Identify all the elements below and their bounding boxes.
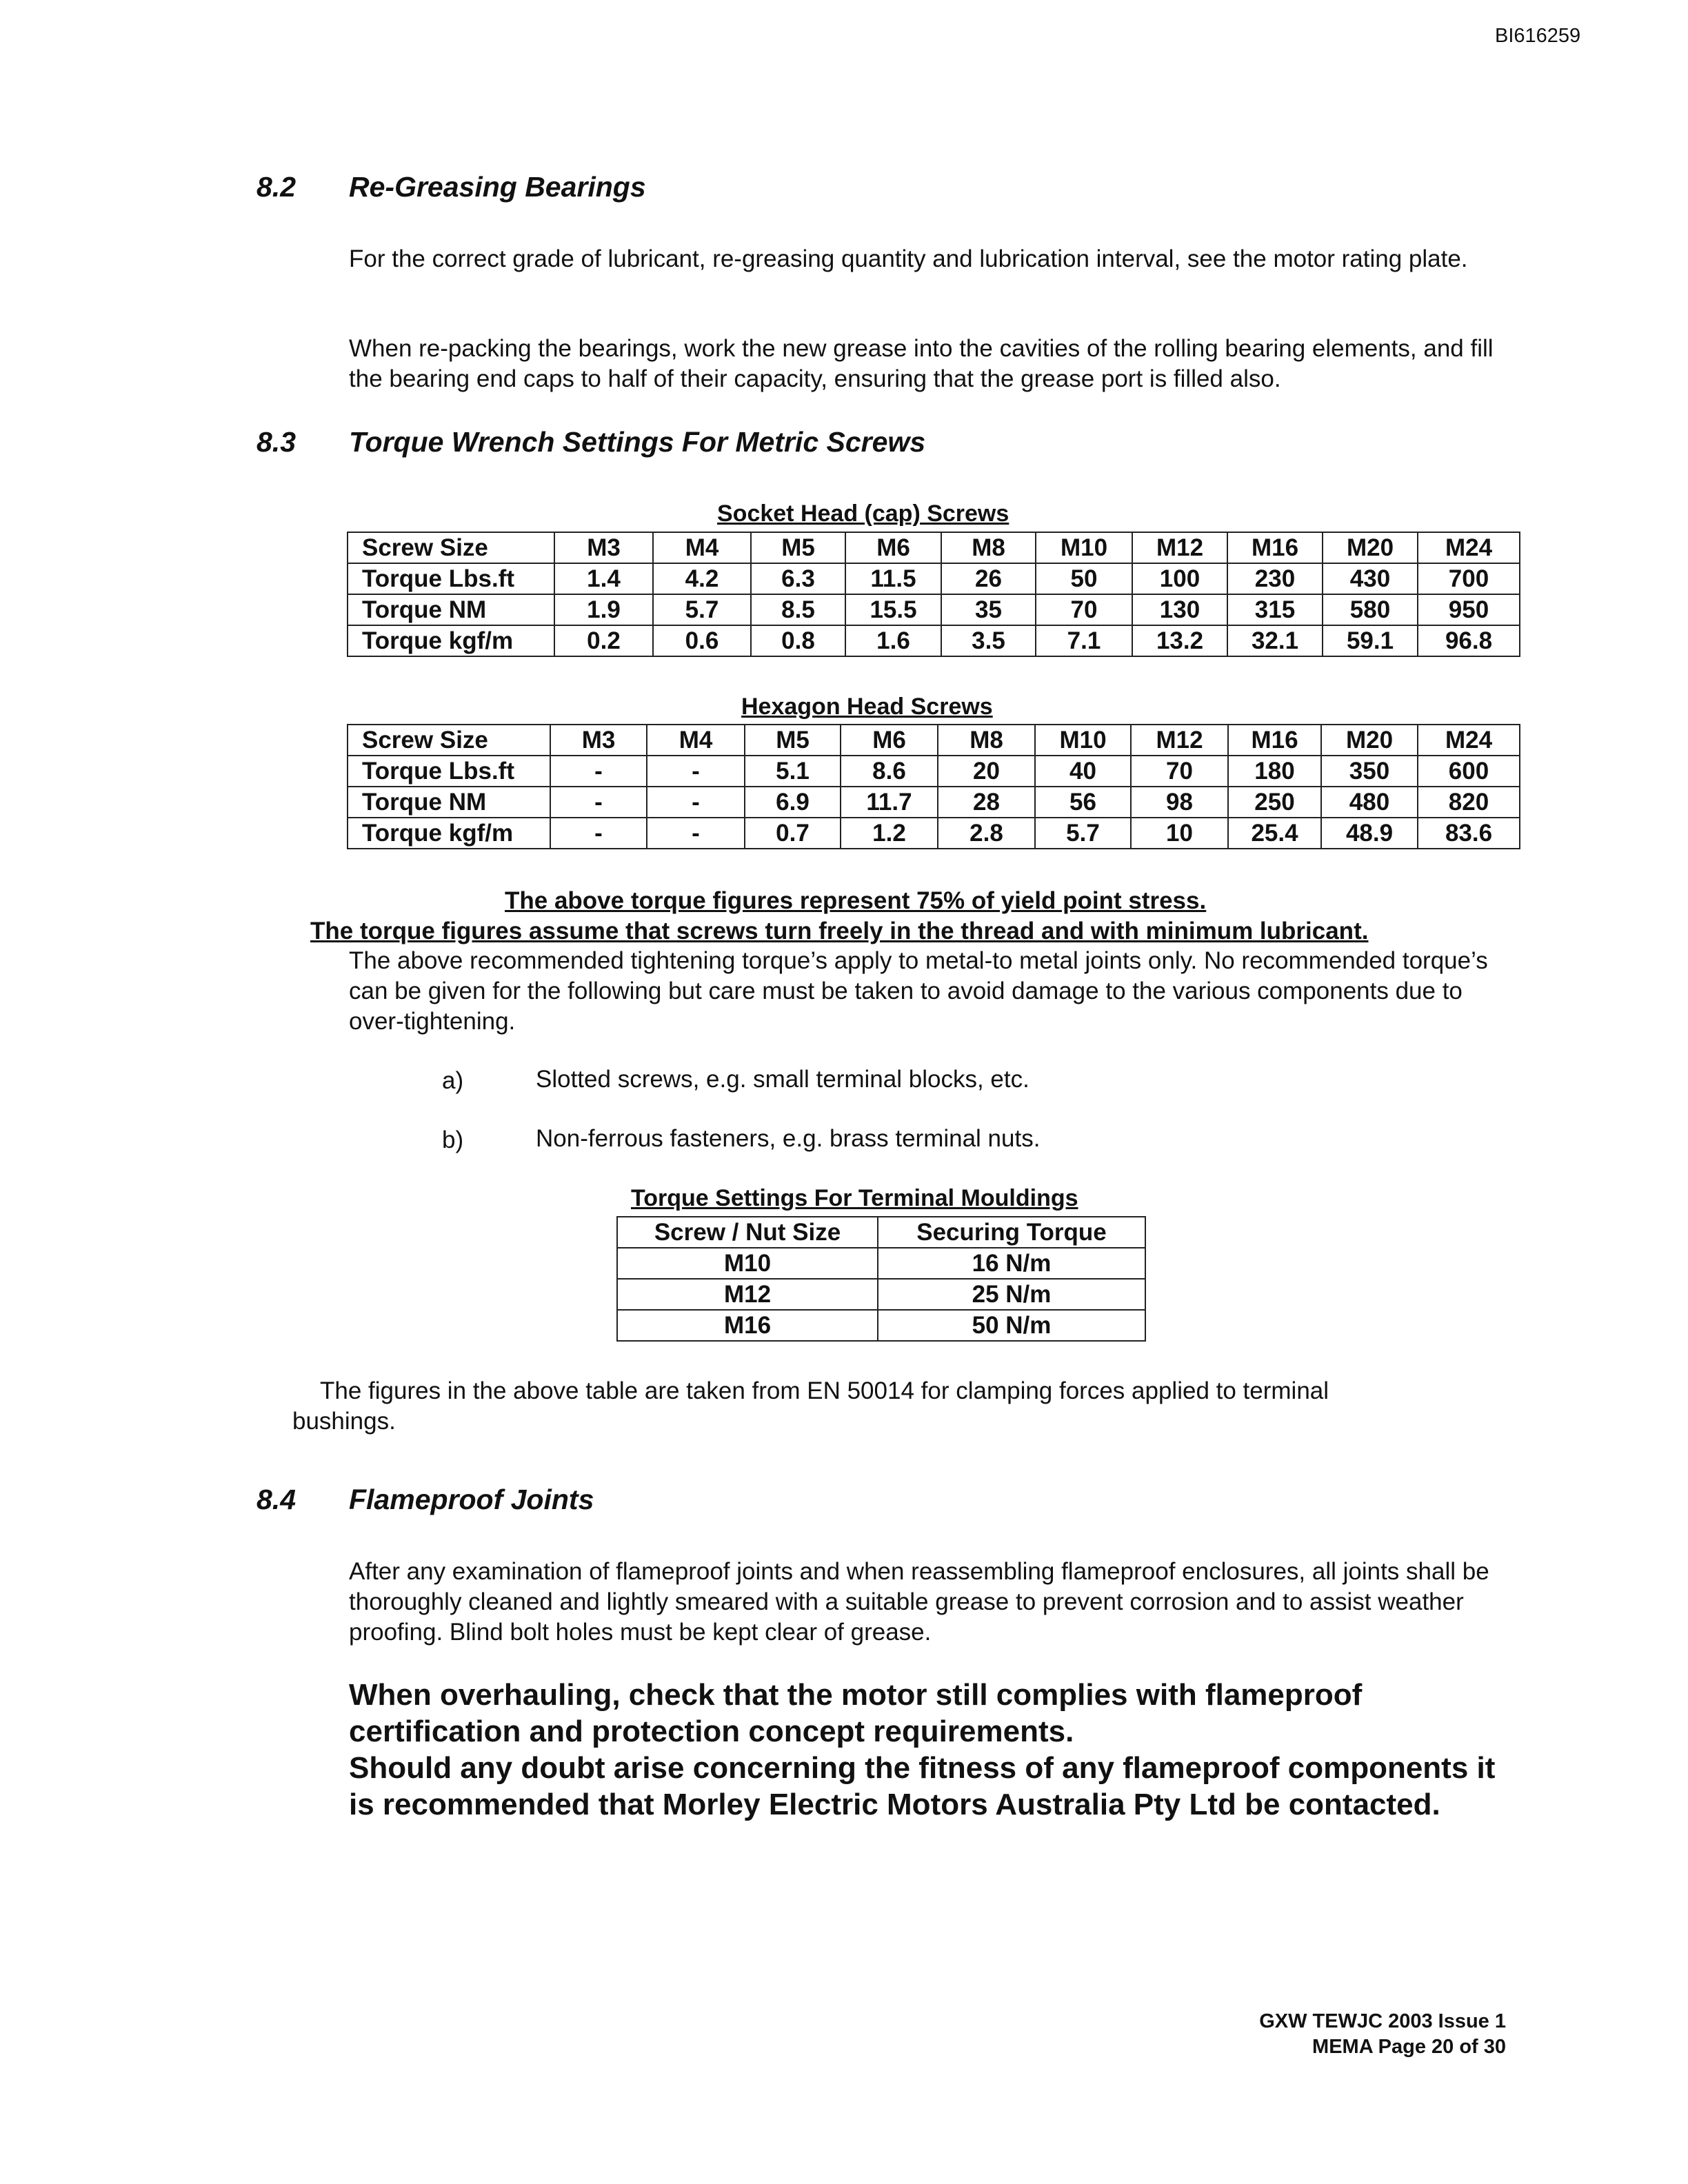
table-cell: Screw / Nut Size [617,1217,878,1248]
table-cell: 5.7 [653,594,751,625]
table-cell: - [550,756,647,787]
table-cell: 4.2 [653,563,751,594]
table-cell: 0.7 [745,818,841,849]
warning-overhauling: When overhauling, check that the motor still complies with flameproof certification and protection concept requirements. [349,1678,1363,1748]
table-cell: 20 [938,756,1035,787]
terminal-moulding-torque-table [616,1216,1146,1342]
table-cell: 15.5 [845,594,941,625]
table-cell: M16 [1227,532,1323,563]
table-cell: 32.1 [1227,625,1323,656]
list-item-b-letter: b) [442,1126,464,1153]
table-row [348,725,1520,756]
table-cell: 83.6 [1418,818,1520,849]
table-cell: M3 [550,725,647,756]
table-cell: 25 N/m [878,1279,1145,1310]
table-cell: 1.9 [554,594,653,625]
table-cell: 70 [1036,594,1132,625]
table-cell: 430 [1323,563,1418,594]
table-cell: M6 [845,532,941,563]
table-cell: 0.6 [653,625,751,656]
paragraph-metal-joints: The above recommended tightening torque’s apply to metal-to metal joints only. No recommended torque’s can be given for the following but care must be taken to avoid damage to the various components due to over-tightening. [349,947,1488,1035]
table-row [617,1310,1145,1341]
table-row [617,1248,1145,1279]
table-row [348,594,1520,625]
table-cell: M10 [1035,725,1131,756]
table-cell: 350 [1321,756,1418,787]
table-cell: 26 [941,563,1036,594]
section-number-8-2: 8.2 [257,171,296,203]
table-cell: 11.5 [845,563,941,594]
table-cell: - [550,818,647,849]
paragraph-flameproof-joints: After any examination of flameproof joints and when reassembling flameproof enclosures, all joints shall be thoroughly cleaned and lightly smeared with a suitable grease to prevent corrosion and to assist weather proofing. Blind bolt holes must be kept clear of grease. [349,1558,1489,1646]
section-number-8-4: 8.4 [257,1484,296,1515]
table-cell: M20 [1321,725,1418,756]
table-row [617,1279,1145,1310]
table-cell: 13.2 [1132,625,1227,656]
table-cell: M4 [647,725,745,756]
table-cell: 70 [1131,756,1228,787]
table-cell: - [550,787,647,818]
document-id: BI616259 [1495,25,1581,47]
hex-table-caption: Hexagon Head Screws [741,694,993,720]
table-cell: 5.7 [1035,818,1131,849]
table-cell: M10 [617,1248,878,1279]
table-cell: M16 [1228,725,1321,756]
table-cell: Torque kgf/m [348,818,550,849]
table-cell: - [647,787,745,818]
table-cell: 230 [1227,563,1323,594]
table-row [348,756,1520,787]
table-cell: 130 [1132,594,1227,625]
table-cell: 1.4 [554,563,653,594]
page-footer [1103,2009,1506,2060]
table-cell: M4 [653,532,751,563]
table-cell: M24 [1418,725,1520,756]
socket-head-torque-table [347,532,1520,657]
table-cell: M8 [941,532,1036,563]
warning-contact-morley: Should any doubt arise concerning the fitness of any flameproof components it is recommended that Morley Electric Motors Australia Pty Ltd be contacted. [349,1751,1496,1821]
footer-line-document: GXW TEWJC 2003 Issue 1 [1259,2010,1506,2032]
table-row [348,625,1520,656]
table-cell: Torque Lbs.ft [348,756,550,787]
table-cell: 0.8 [751,625,845,656]
table-cell: M8 [938,725,1035,756]
table-cell: 6.9 [745,787,841,818]
section-title-flameproof: Flameproof Joints [349,1484,594,1515]
table-cell: 700 [1418,563,1520,594]
list-item-a-letter: a) [442,1067,464,1094]
table-cell: M3 [554,532,653,563]
table-cell: M20 [1323,532,1418,563]
socket-table-caption: Socket Head (cap) Screws [717,501,1009,527]
table-cell: Securing Torque [878,1217,1145,1248]
table-cell: 11.7 [841,787,938,818]
section-title-torque-wrench: Torque Wrench Settings For Metric Screws [349,426,926,458]
table-cell: 950 [1418,594,1520,625]
paragraph-lubricant-grade: For the correct grade of lubricant, re-greasing quantity and lubrication interval, see the motor rating plate. [349,245,1468,272]
table-cell: 820 [1418,787,1520,818]
table-cell: 98 [1131,787,1228,818]
table-cell: 40 [1035,756,1131,787]
table-cell: 50 N/m [878,1310,1145,1341]
table-cell: 5.1 [745,756,841,787]
list-item-a-text: Slotted screws, e.g. small terminal blocks, etc. [536,1066,1029,1093]
paragraph-repacking-bearings: When re-packing the bearings, work the new grease into the cavities of the rolling bearing elements, and fill the bearing end caps to half of their capacity, ensuring that the grease port is filled also. [349,335,1494,392]
section-number-8-3: 8.3 [257,426,296,458]
table-cell: 315 [1227,594,1323,625]
table-row [348,532,1520,563]
table-cell: 1.6 [845,625,941,656]
footer-line-page: MEMA Page 20 of 30 [1312,2036,1506,2058]
table-cell: 25.4 [1228,818,1321,849]
table-cell: 2.8 [938,818,1035,849]
table-row [348,563,1520,594]
table-cell: 10 [1131,818,1228,849]
table-cell: 250 [1228,787,1321,818]
table-cell: M12 [1132,532,1227,563]
paragraph-en50014: The figures in the above table are taken from EN 50014 for clamping forces applied to terminal bushings. [292,1377,1329,1435]
table-cell: 8.6 [841,756,938,787]
table-cell: - [647,756,745,787]
table-cell: M12 [1131,725,1228,756]
list-item-b-text: Non-ferrous fasteners, e.g. brass terminal nuts. [536,1125,1041,1152]
table-cell: 50 [1036,563,1132,594]
table-cell: 16 N/m [878,1248,1145,1279]
table-cell: 600 [1418,756,1520,787]
table-cell: M6 [841,725,938,756]
table-row [617,1217,1145,1248]
table-row [348,818,1520,849]
table-row [348,787,1520,818]
table-cell: 580 [1323,594,1418,625]
table-cell: 6.3 [751,563,845,594]
table-cell: M24 [1418,532,1520,563]
note-yield-point: The above torque figures represent 75% of yield point stress. [505,887,1207,914]
section-title-re-greasing: Re-Greasing Bearings [349,171,646,203]
table-cell: Torque Lbs.ft [348,563,554,594]
table-cell: Screw Size [348,725,550,756]
table-cell: 3.5 [941,625,1036,656]
table-cell: Torque kgf/m [348,625,554,656]
hexagon-head-torque-table [347,724,1520,849]
table-cell: 8.5 [751,594,845,625]
table-cell: 7.1 [1036,625,1132,656]
table-cell: 59.1 [1323,625,1418,656]
note-free-turning: The torque figures assume that screws turn freely in the thread and with minimum lubricant. [310,918,1369,944]
table-cell: M5 [751,532,845,563]
table-cell: 1.2 [841,818,938,849]
table-cell: 35 [941,594,1036,625]
table-cell: 56 [1035,787,1131,818]
table-cell: 180 [1228,756,1321,787]
table-cell: 0.2 [554,625,653,656]
table-cell: Screw Size [348,532,554,563]
table-cell: 96.8 [1418,625,1520,656]
table-cell: M10 [1036,532,1132,563]
moulding-table-caption: Torque Settings For Terminal Mouldings [631,1185,1078,1211]
table-cell: 28 [938,787,1035,818]
table-cell: - [647,818,745,849]
table-cell: 480 [1321,787,1418,818]
table-cell: 48.9 [1321,818,1418,849]
table-cell: M12 [617,1279,878,1310]
table-cell: M16 [617,1310,878,1341]
table-cell: Torque NM [348,787,550,818]
table-cell: Torque NM [348,594,554,625]
table-cell: M5 [745,725,841,756]
table-cell: 100 [1132,563,1227,594]
